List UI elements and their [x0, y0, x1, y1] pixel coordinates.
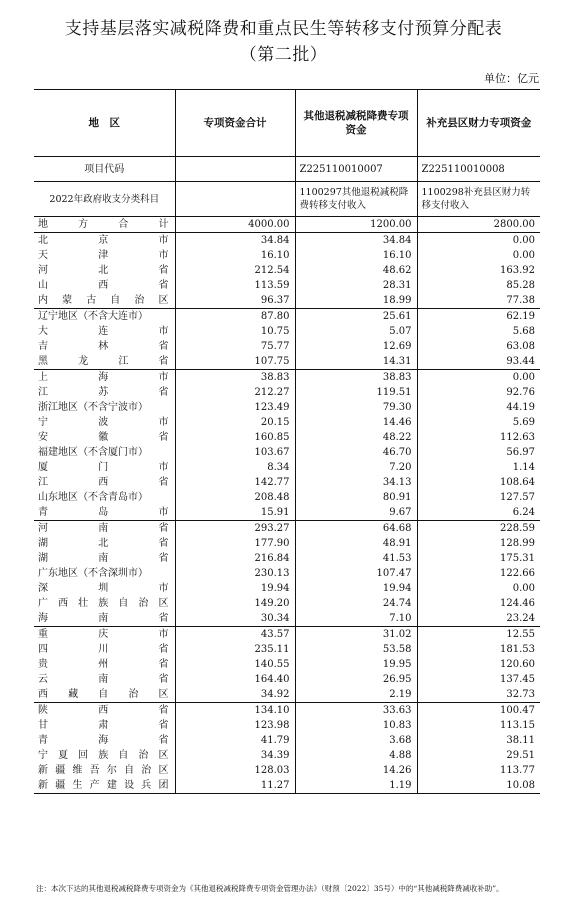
tax-fund-value: 41.53	[295, 551, 417, 566]
table-row	[34, 703, 540, 719]
footnote: 注：本次下达的其他退税减税降费专项资金为《其他退税减税降费专项资金管理办法》（财预〔2022〕35号）中的“其他减税降费减收补助”。	[36, 884, 504, 893]
project-code-label: 项目代码	[34, 157, 175, 182]
region-name: 吉林省	[38, 341, 169, 352]
total-value: 11.27	[175, 778, 295, 794]
region-name: 山西省	[38, 280, 169, 291]
county-fund-value: 77.38	[417, 293, 540, 309]
table-row	[34, 430, 540, 445]
tax-fund-value: 119.51	[295, 385, 417, 400]
county-fund-value: 38.11	[417, 733, 540, 748]
county-fund-value: 122.66	[417, 566, 540, 581]
total-value: 113.59	[175, 278, 295, 293]
table-row	[34, 263, 540, 278]
county-fund-value: 5.69	[417, 415, 540, 430]
tax-fund-value: 38.83	[295, 370, 417, 386]
total-value: 293.27	[175, 521, 295, 537]
tax-fund-value: 34.13	[295, 475, 417, 490]
classification-label: 2022年政府收支分类科目	[34, 182, 175, 217]
table-row	[34, 339, 540, 354]
total-value: 19.94	[175, 581, 295, 596]
county-fund-value: 29.51	[417, 748, 540, 763]
tax-fund-value: 1.19	[295, 778, 417, 794]
total-value: 160.85	[175, 430, 295, 445]
county-fund-value: 108.64	[417, 475, 540, 490]
total-value: 212.54	[175, 263, 295, 278]
total-value: 216.84	[175, 551, 295, 566]
tax-fund-value: 80.91	[295, 490, 417, 505]
table-row	[34, 778, 540, 794]
region-name: 贵州省	[38, 659, 169, 670]
county-fund-value: 0.00	[417, 233, 540, 249]
project-code-tax: Z225110010007	[295, 157, 417, 182]
region-name: 湖北省	[38, 538, 169, 549]
table-row	[34, 505, 540, 521]
county-fund-value: 12.55	[417, 627, 540, 643]
table-row	[34, 400, 540, 415]
county-fund-value: 63.08	[417, 339, 540, 354]
county-fund-value: 1.14	[417, 460, 540, 475]
tax-fund-value: 18.99	[295, 293, 417, 309]
total-value: 212.27	[175, 385, 295, 400]
tax-fund-value: 19.94	[295, 581, 417, 596]
region-name: 黑龙江省	[38, 356, 169, 367]
tax-fund-value: 31.02	[295, 627, 417, 643]
tax-fund-value: 24.74	[295, 596, 417, 611]
table-header-row	[34, 90, 540, 157]
county-fund-value: 137.45	[417, 672, 540, 687]
total-value: 8.34	[175, 460, 295, 475]
region-name: 大连市	[38, 326, 169, 337]
total-value: 149.20	[175, 596, 295, 611]
table-row	[34, 233, 540, 249]
table-row	[34, 445, 540, 460]
region-name: 四川省	[38, 644, 169, 655]
county-fund-value: 0.00	[417, 370, 540, 386]
table-row	[34, 611, 540, 627]
table-row	[34, 385, 540, 400]
region-name: 湖南省	[38, 553, 169, 564]
classification-total	[175, 182, 295, 217]
header-region: 地 区	[34, 90, 175, 157]
region-name: 河南省	[34, 521, 175, 537]
total-value: 107.75	[175, 354, 295, 370]
tax-fund-value: 33.63	[295, 703, 417, 719]
tax-fund-value: 107.47	[295, 566, 417, 581]
tax-fund-value: 10.83	[295, 718, 417, 733]
table-row	[34, 642, 540, 657]
tax-fund-value: 7.20	[295, 460, 417, 475]
total-value: 96.37	[175, 293, 295, 309]
total-value: 15.91	[175, 505, 295, 521]
table-row	[34, 324, 540, 339]
total-value: 123.98	[175, 718, 295, 733]
county-fund-value: 56.97	[417, 445, 540, 460]
table-row	[34, 763, 540, 778]
table-row	[34, 490, 540, 505]
table-row	[34, 657, 540, 672]
table-row	[34, 627, 540, 643]
tax-fund-value: 7.10	[295, 611, 417, 627]
total-value: 208.48	[175, 490, 295, 505]
table-row	[34, 551, 540, 566]
allocation-table	[34, 89, 540, 794]
classification-row	[34, 182, 540, 217]
table-row	[34, 581, 540, 596]
table-row	[34, 293, 540, 309]
tax-fund-value: 3.68	[295, 733, 417, 748]
region-name: 云南省	[38, 674, 169, 685]
region-name: 河北省	[38, 265, 169, 276]
classification-county: 1100298补充县区财力转移支付收入	[417, 182, 540, 217]
county-fund-value: 128.99	[417, 536, 540, 551]
table-row	[34, 521, 540, 537]
total-value: 87.80	[175, 309, 295, 325]
region-name: 重庆市	[34, 627, 175, 643]
region-name: 海南省	[38, 613, 169, 624]
county-fund-value: 175.31	[417, 551, 540, 566]
tax-fund-value: 48.91	[295, 536, 417, 551]
tax-fund-value: 14.26	[295, 763, 417, 778]
region-name: 福建地区（不含厦门市）	[38, 447, 148, 458]
county-fund-value: 85.28	[417, 278, 540, 293]
total-value: 75.77	[175, 339, 295, 354]
county-fund-value: 93.44	[417, 354, 540, 370]
region-name: 青海省	[38, 735, 169, 746]
region-name: 宁波市	[38, 417, 169, 428]
total-value: 10.75	[175, 324, 295, 339]
total-value: 34.39	[175, 748, 295, 763]
tax-fund-value: 48.62	[295, 263, 417, 278]
tax-fund-value: 1200.00	[295, 217, 417, 233]
total-value: 123.49	[175, 400, 295, 415]
county-fund-value: 127.57	[417, 490, 540, 505]
header-county-fund: 补充县区财力专项资金	[417, 90, 540, 157]
table-row	[34, 733, 540, 748]
tax-fund-value: 28.31	[295, 278, 417, 293]
county-fund-value: 100.47	[417, 703, 540, 719]
region-name: 甘肃省	[38, 720, 169, 731]
unit-label: 单位：亿元	[484, 72, 539, 85]
region-name: 上海市	[34, 370, 175, 386]
region-name: 江西省	[38, 477, 169, 488]
county-fund-value: 0.00	[417, 581, 540, 596]
table-row	[34, 475, 540, 490]
total-value: 164.40	[175, 672, 295, 687]
total-value: 230.13	[175, 566, 295, 581]
tax-fund-value: 46.70	[295, 445, 417, 460]
tax-fund-value: 79.30	[295, 400, 417, 415]
tax-fund-value: 14.31	[295, 354, 417, 370]
total-value: 34.84	[175, 233, 295, 249]
region-name: 地方合计	[34, 217, 175, 233]
table-row	[34, 748, 540, 763]
total-value: 140.55	[175, 657, 295, 672]
table-row	[34, 718, 540, 733]
tax-fund-value: 12.69	[295, 339, 417, 354]
region-name: 北京市	[34, 233, 175, 249]
tax-fund-value: 14.46	[295, 415, 417, 430]
county-fund-value: 44.19	[417, 400, 540, 415]
total-value: 134.10	[175, 703, 295, 719]
total-value: 235.11	[175, 642, 295, 657]
county-fund-value: 92.76	[417, 385, 540, 400]
total-value: 30.34	[175, 611, 295, 627]
table-row	[34, 687, 540, 703]
county-fund-value: 2800.00	[417, 217, 540, 233]
table-row	[34, 248, 540, 263]
total-value: 103.67	[175, 445, 295, 460]
county-fund-value: 23.24	[417, 611, 540, 627]
county-fund-value: 10.08	[417, 778, 540, 794]
total-value: 43.57	[175, 627, 295, 643]
region-name: 山东地区（不含青岛市）	[38, 492, 148, 503]
county-fund-value: 113.15	[417, 718, 540, 733]
region-name: 厦门市	[38, 462, 169, 473]
tax-fund-value: 5.07	[295, 324, 417, 339]
tax-fund-value: 26.95	[295, 672, 417, 687]
region-name: 辽宁地区（不含大连市）	[34, 309, 175, 325]
region-name: 深圳市	[38, 583, 169, 594]
project-code-county: Z225110010008	[417, 157, 540, 182]
region-name: 天津市	[38, 250, 169, 261]
region-name: 新疆维吾尔自治区	[38, 765, 169, 776]
county-fund-value: 163.92	[417, 263, 540, 278]
table-row	[34, 309, 540, 325]
total-value: 142.77	[175, 475, 295, 490]
total-row	[34, 217, 540, 233]
page-title: 支持基层落实减税降费和重点民生等转移支付预算分配表	[64, 19, 503, 39]
total-value: 41.79	[175, 733, 295, 748]
region-name: 广东地区（不含深圳市）	[38, 568, 148, 579]
tax-fund-value: 4.88	[295, 748, 417, 763]
table-row	[34, 596, 540, 611]
region-name: 安徽省	[38, 432, 169, 443]
tax-fund-value: 25.61	[295, 309, 417, 325]
table-row	[34, 370, 540, 386]
county-fund-value: 120.60	[417, 657, 540, 672]
page-subtitle: （第二批）	[239, 45, 328, 65]
header-total: 专项资金合计	[175, 90, 295, 157]
tax-fund-value: 2.19	[295, 687, 417, 703]
table-row	[34, 460, 540, 475]
region-name: 陕西省	[34, 703, 175, 719]
region-name: 浙江地区（不含宁波市）	[38, 402, 148, 413]
table-row	[34, 536, 540, 551]
region-name: 新疆生产建设兵团	[34, 778, 175, 794]
county-fund-value: 5.68	[417, 324, 540, 339]
county-fund-value: 0.00	[417, 248, 540, 263]
project-code-total	[175, 157, 295, 182]
county-fund-value: 124.46	[417, 596, 540, 611]
county-fund-value: 6.24	[417, 505, 540, 521]
tax-fund-value: 53.58	[295, 642, 417, 657]
tax-fund-value: 34.84	[295, 233, 417, 249]
tax-fund-value: 16.10	[295, 248, 417, 263]
total-value: 38.83	[175, 370, 295, 386]
region-name: 内蒙古自治区	[38, 295, 169, 306]
total-value: 4000.00	[175, 217, 295, 233]
county-fund-value: 113.77	[417, 763, 540, 778]
total-value: 16.10	[175, 248, 295, 263]
total-value: 128.03	[175, 763, 295, 778]
table-row	[34, 415, 540, 430]
county-fund-value: 62.19	[417, 309, 540, 325]
header-tax-fund: 其他退税减税降费专项资金	[295, 90, 417, 157]
total-value: 34.92	[175, 687, 295, 703]
classification-tax: 1100297其他退税减税降费转移支付收入	[295, 182, 417, 217]
tax-fund-value: 48.22	[295, 430, 417, 445]
county-fund-value: 228.59	[417, 521, 540, 537]
tax-fund-value: 9.67	[295, 505, 417, 521]
total-value: 177.90	[175, 536, 295, 551]
tax-fund-value: 19.95	[295, 657, 417, 672]
total-value: 20.15	[175, 415, 295, 430]
region-name: 江苏省	[38, 387, 169, 398]
region-name: 西藏自治区	[38, 689, 169, 700]
county-fund-value: 32.73	[417, 687, 540, 703]
table-row	[34, 672, 540, 687]
region-name: 宁夏回族自治区	[38, 750, 169, 761]
project-code-row	[34, 157, 540, 182]
county-fund-value: 112.63	[417, 430, 540, 445]
tax-fund-value: 64.68	[295, 521, 417, 537]
region-name: 广西壮族自治区	[38, 598, 169, 609]
table-row	[34, 566, 540, 581]
county-fund-value: 181.53	[417, 642, 540, 657]
table-row	[34, 354, 540, 370]
table-row	[34, 278, 540, 293]
region-name: 青岛市	[38, 507, 169, 518]
